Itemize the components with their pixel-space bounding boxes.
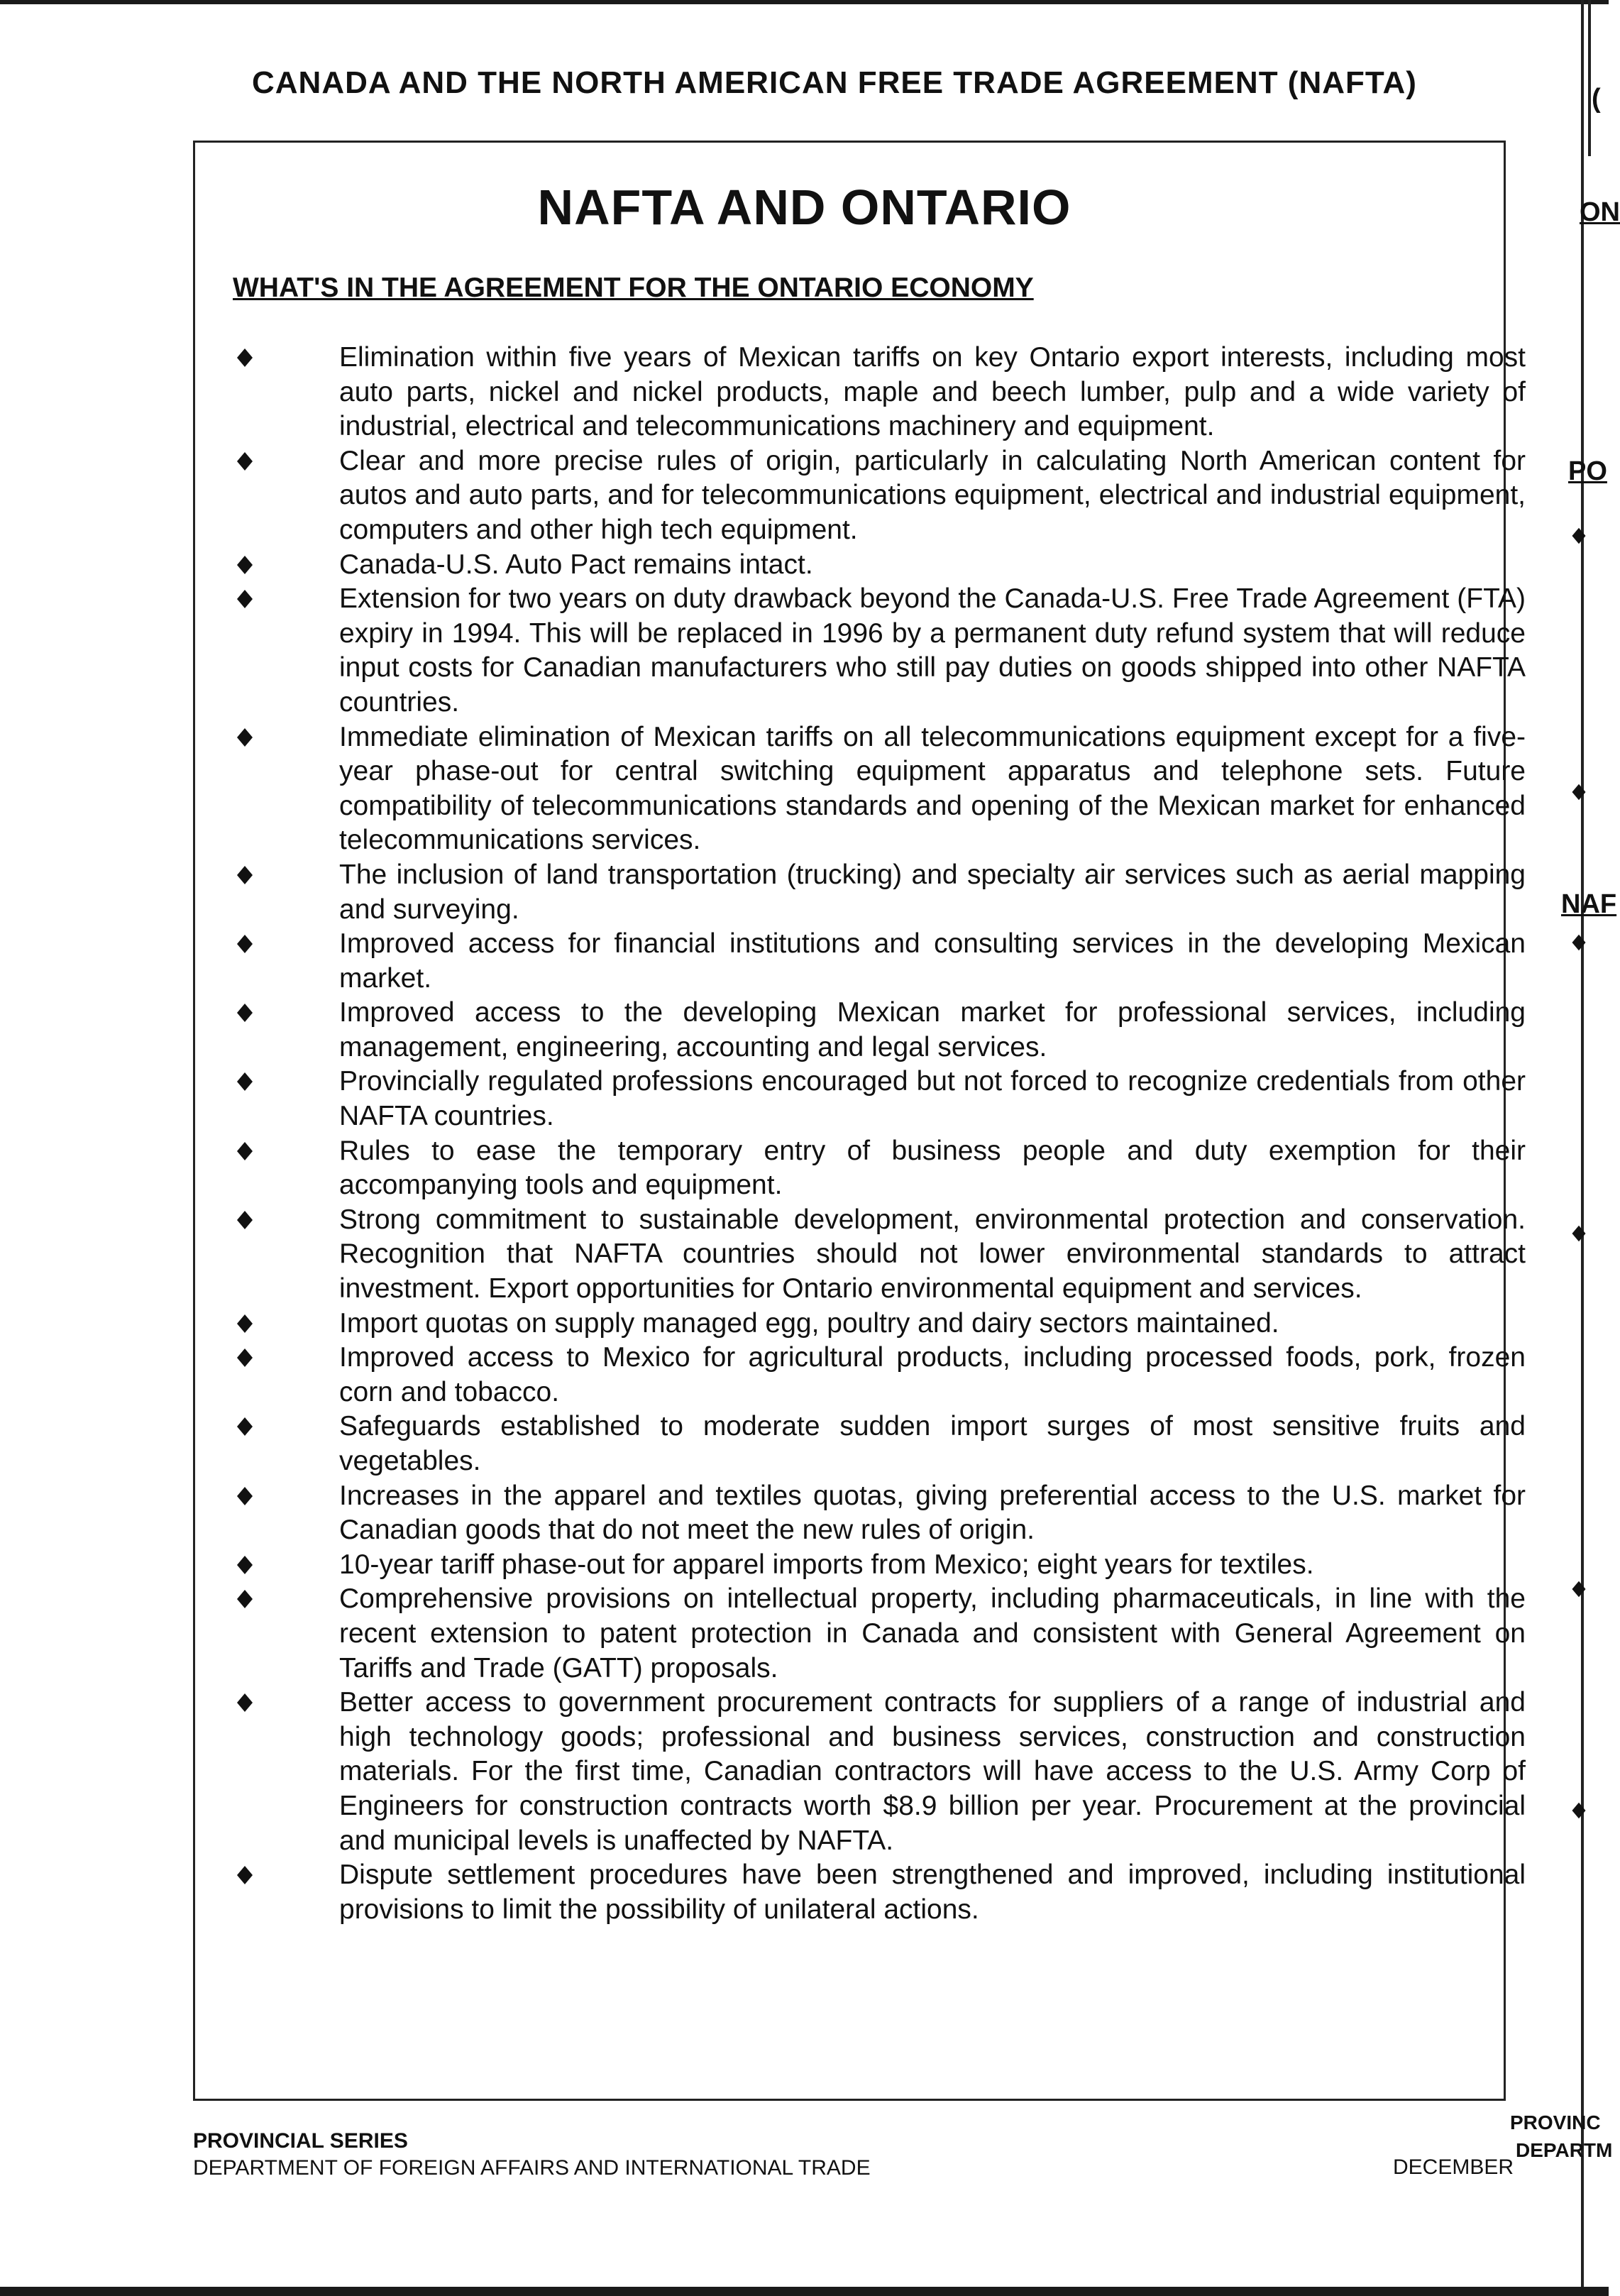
bullet-item <box>234 582 1526 720</box>
bullet-text: Safeguards established to moderate sudden import surges of most sensitive fruits and vegetables. <box>339 1411 1526 1476</box>
diamond-bullet-icon <box>234 1588 255 1610</box>
bullet-text: Improved access to the developing Mexican market for professional services, including management, engineering, accounting and legal services. <box>339 997 1526 1062</box>
bullet-text: Improved access for financial institutions and consulting services in the developing Mexican market. <box>339 928 1526 994</box>
adjacent-fragment-paren: ( <box>1592 84 1601 114</box>
adjacent-page-edge <box>1509 0 1620 2287</box>
adjacent-fragment-provinc: PROVINC <box>1510 2111 1601 2133</box>
bullet-item <box>234 548 1526 583</box>
bottom-edge-rule <box>0 2287 1609 2296</box>
bullet-text: Extension for two years on duty drawback beyond the Canada-U.S. Free Trade Agreement (FTA) expiry in 1994. This will be replaced in 1996 by a permanent duty refund system that will reduce input costs for Canadian manufacturers who still pay duties on goods shipped into other NAFTA countries. <box>339 583 1526 718</box>
diamond-bullet-icon <box>234 1071 255 1092</box>
diamond-bullet-icon <box>234 451 255 472</box>
bullet-item <box>234 341 1526 444</box>
bullet-item <box>234 1858 1526 1927</box>
diamond-bullet-icon <box>234 1485 255 1507</box>
bullet-text: Clear and more precise rules of origin, particularly in calculating North American content for autos and auto parts, and for telecommunications equipment, electrical and industrial equipment, computers and other high tech equipment. <box>339 445 1526 545</box>
bullet-text: Import quotas on supply managed egg, poultry and dairy sectors maintained. <box>339 1307 1279 1339</box>
bullet-text: Elimination within five years of Mexican tariffs on key Ontario export interests, including most auto parts, nickel and nickel products, maple and beech lumber, pulp and a wide variety of industrial, electrical and telecommunications machinery and equipment. <box>339 342 1526 442</box>
bullet-item <box>234 1065 1526 1133</box>
adjacent-diamond-icon <box>1570 1224 1588 1246</box>
footer-department: DEPARTMENT OF FOREIGN AFFAIRS AND INTERNATIONAL TRADE <box>193 2156 871 2180</box>
bullet-text: Increases in the apparel and textiles quotas, giving preferential access to the U.S. market for Canadian goods that do not meet the new rules of origin. <box>339 1480 1526 1546</box>
diamond-bullet-icon <box>234 1347 255 1368</box>
adjacent-fragment-departm: DEPARTM <box>1516 2139 1613 2161</box>
bullet-item <box>234 1582 1526 1686</box>
bullet-item <box>234 1548 1526 1583</box>
bullet-text: Canada-U.S. Auto Pact remains intact. <box>339 549 813 580</box>
bullet-text: Provincially regulated professions encouraged but not forced to recognize credentials from other NAFTA countries. <box>339 1066 1526 1132</box>
bullet-item <box>234 927 1526 996</box>
diamond-bullet-icon <box>234 1864 255 1886</box>
footer-date: DECEMBER <box>1393 2155 1514 2179</box>
bullet-list <box>234 341 1526 1927</box>
bullet-item <box>234 858 1526 927</box>
diamond-bullet-icon <box>234 1416 255 1437</box>
bullet-item <box>234 1341 1526 1410</box>
bullet-item <box>234 720 1526 858</box>
diamond-bullet-icon <box>234 727 255 748</box>
bullet-text: Immediate elimination of Mexican tariffs on all telecommunications equipment except for a five-year phase-out for central switching equipment apparatus and telephone sets. Future compatibility of telecommunications standards and opening of the Mexican market for enhanced telecommunications services. <box>339 721 1526 856</box>
diamond-bullet-icon <box>234 347 255 368</box>
footer <box>193 2128 871 2182</box>
bullet-text: Comprehensive provisions on intellectual property, including pharmaceuticals, in line with the recent extension to patent protection in Canada and consistent with General Agreement on Tariffs and Trade (GATT) proposals. <box>339 1583 1526 1683</box>
top-edge-rule <box>0 0 1609 4</box>
diamond-bullet-icon <box>234 588 255 610</box>
bullet-item <box>234 996 1526 1065</box>
adjacent-diamond-icon <box>1570 527 1588 549</box>
bullet-item <box>234 444 1526 548</box>
bullet-item <box>234 1410 1526 1478</box>
adjacent-fragment-on: ON <box>1580 197 1620 227</box>
bullet-text: Improved access to Mexico for agricultural products, including processed foods, pork, frozen corn and tobacco. <box>339 1342 1526 1407</box>
bullet-item <box>234 1203 1526 1307</box>
adjacent-page-border <box>1581 0 1584 2287</box>
bullet-item <box>234 1307 1526 1341</box>
adjacent-diamond-icon <box>1570 783 1588 805</box>
adjacent-fragment-naf: NAF <box>1561 889 1617 919</box>
section-subheading: WHAT'S IN THE AGREEMENT FOR THE ONTARIO ECONOMY <box>233 273 1034 303</box>
diamond-bullet-icon <box>234 864 255 886</box>
adjacent-page-border-inner <box>1588 0 1591 156</box>
bullet-text: Better access to government procurement contracts for suppliers of a range of industrial and high technology goods; professional and business services, construction and construction materials. For the first time, Canadian contractors will have access to the U.S. Army Corp of Engineers for construction contracts worth $8.9 billion per year. Procurement at the provincial and municipal levels is unaffected by NAFTA. <box>339 1687 1526 1856</box>
diamond-bullet-icon <box>234 933 255 955</box>
running-header: CANADA AND THE NORTH AMERICAN FREE TRADE AGREEMENT (NAFTA) <box>252 65 1417 100</box>
adjacent-diamond-icon <box>1570 933 1588 955</box>
footer-series: PROVINCIAL SERIES <box>193 2129 408 2153</box>
diamond-bullet-icon <box>234 1692 255 1713</box>
diamond-bullet-icon <box>234 1313 255 1334</box>
bullet-item <box>234 1134 1526 1203</box>
page-title: NAFTA AND ONTARIO <box>537 180 1071 235</box>
diamond-bullet-icon <box>234 554 255 576</box>
diamond-bullet-icon <box>234 1141 255 1162</box>
bullet-text: The inclusion of land transportation (trucking) and specialty air services such as aerial mapping and surveying. <box>339 859 1526 925</box>
adjacent-diamond-icon <box>1570 1801 1588 1823</box>
bullet-item <box>234 1479 1526 1548</box>
bullet-text: Strong commitment to sustainable development, environmental protection and conservation. Recognition that NAFTA countries should not lower environmental standards to attract investment. Export opportunities for Ontario environmental equipment and services. <box>339 1204 1526 1304</box>
diamond-bullet-icon <box>234 1554 255 1576</box>
bullet-text: Dispute settlement procedures have been strengthened and improved, including institutional provisions to limit the possibility of unilateral actions. <box>339 1860 1526 1925</box>
bullet-text: Rules to ease the temporary entry of business people and duty exemption for their accompanying tools and equipment. <box>339 1135 1526 1201</box>
adjacent-diamond-icon <box>1570 1580 1588 1602</box>
diamond-bullet-icon <box>234 1209 255 1231</box>
bullet-item <box>234 1686 1526 1858</box>
adjacent-fragment-po: PO <box>1568 456 1607 486</box>
diamond-bullet-icon <box>234 1002 255 1023</box>
bullet-text: 10-year tariff phase-out for apparel imports from Mexico; eight years for textiles. <box>339 1549 1314 1580</box>
